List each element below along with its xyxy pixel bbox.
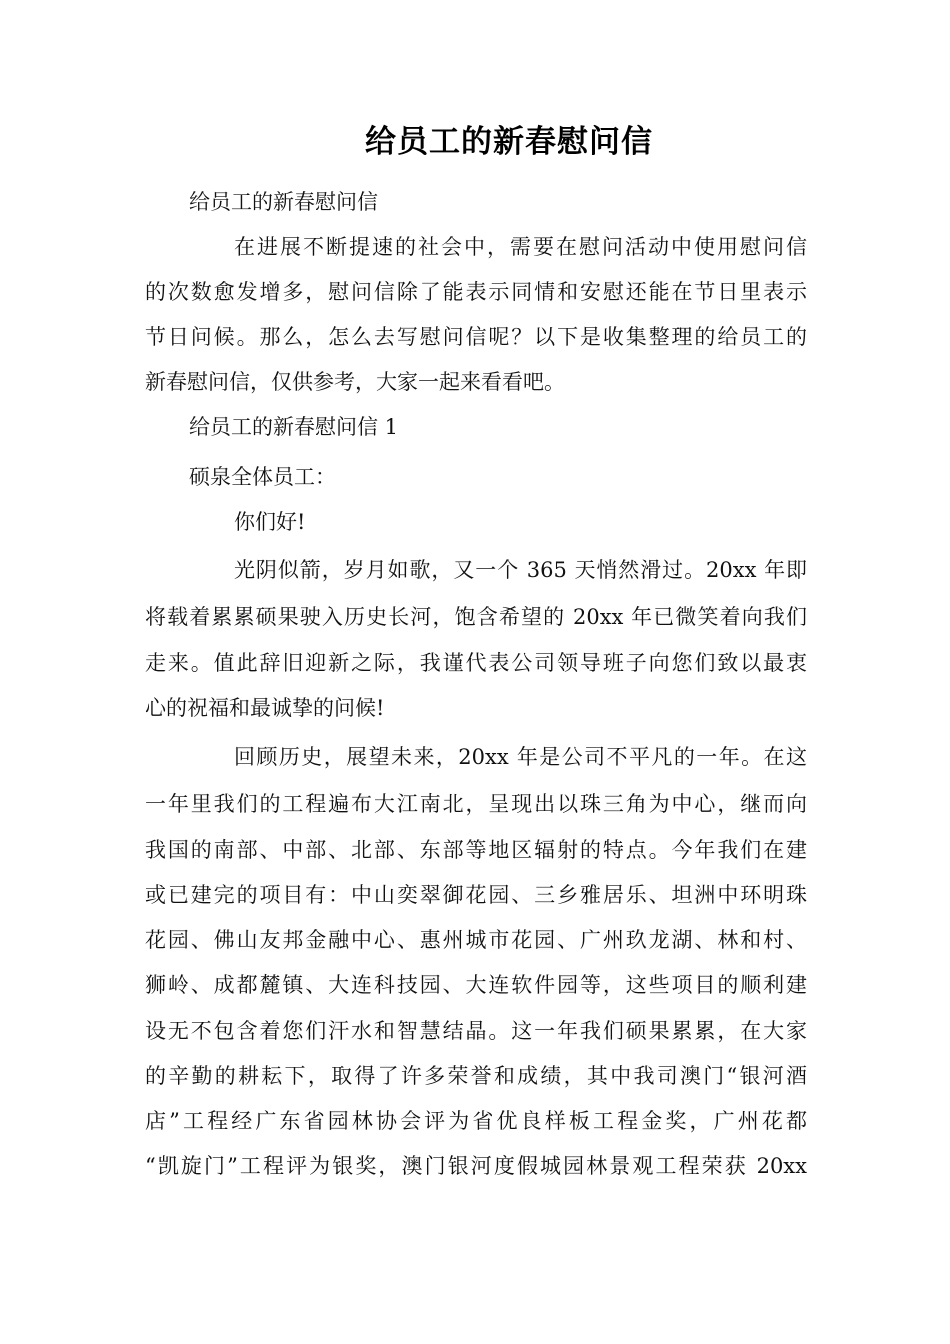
paragraph-line: 我国的南部、中部、北部、东部等地区辐射的特点。今年我们在建 <box>145 838 807 862</box>
paragraph-line: 将载着累累硕果驶入历史长河，饱含希望的 20xx 年已微笑着向我们 <box>145 605 807 629</box>
paragraph-line: 狮岭、成都麓镇、大连科技园、大连软件园等，这些项目的顺利建 <box>145 973 807 997</box>
paragraph-line: 在进展不断提速的社会中，需要在慰问活动中使用慰问信 <box>234 235 807 259</box>
greeting: 你们好! <box>234 510 306 534</box>
paragraph-line: “凯旋门”工程评为银奖，澳门银河度假城园林景观工程荣获 20xx <box>145 1154 807 1178</box>
page-title: 给员工的新春慰问信 <box>365 124 653 160</box>
paragraph-line: 的次数愈发增多，慰问信除了能表示同情和安慰还能在节日里表示 <box>145 280 807 304</box>
paragraph-line: 光阴似箭，岁月如歌，又一个 365 天悄然滑过。20xx 年即 <box>234 558 807 582</box>
salutation: 硕泉全体员工： <box>189 465 336 489</box>
section-heading: 给员工的新春慰问信 <box>189 190 378 214</box>
paragraph-line: 节日问候。那么，怎么去写慰问信呢？以下是收集整理的给员工的 <box>145 325 807 349</box>
letter-heading: 给员工的新春慰问信 1 <box>189 415 399 439</box>
paragraph-line: 心的祝福和最诚挚的问候! <box>145 696 385 720</box>
paragraph-line: 的辛勤的耕耘下，取得了许多荣誉和成绩，其中我司澳门“银河酒 <box>145 1064 807 1088</box>
paragraph-line: 设无不包含着您们汗水和智慧结晶。这一年我们硕果累累，在大家 <box>145 1019 807 1043</box>
paragraph-line: 回顾历史，展望未来，20xx 年是公司不平凡的一年。在这 <box>234 745 807 769</box>
paragraph-line: 一年里我们的工程遍布大江南北，呈现出以珠三角为中心，继而向 <box>145 792 807 816</box>
paragraph-line: 或已建完的项目有：中山奕翠御花园、三乡雅居乐、坦洲中环明珠 <box>145 883 807 907</box>
paragraph-line: 花园、佛山友邦金融中心、惠州城市花园、广州玖龙湖、林和村、 <box>145 928 807 952</box>
paragraph-line: 店”工程经广东省园林协会评为省优良样板工程金奖，广州花都 <box>145 1109 807 1133</box>
paragraph-line: 走来。值此辞旧迎新之际，我谨代表公司领导班子向您们致以最衷 <box>145 651 807 675</box>
paragraph-line: 新春慰问信，仅供参考，大家一起来看看吧。 <box>145 370 565 394</box>
